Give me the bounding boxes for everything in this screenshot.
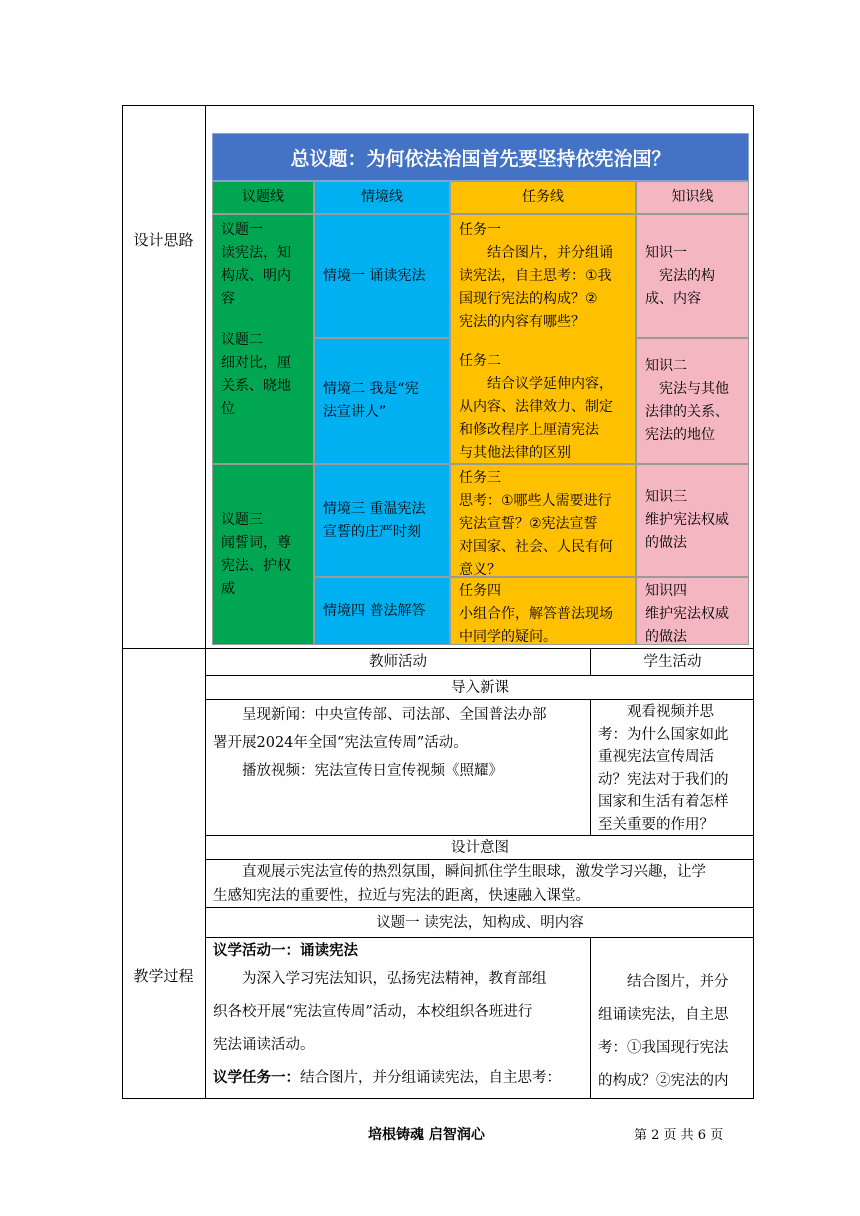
activity1-title: 议学活动一：诵读宪法 <box>213 943 358 959</box>
design-intent-title: 设计意图 <box>451 840 509 856</box>
topic-3: 议题三 闻誓词，尊 宪法、护权 威 <box>221 511 291 597</box>
topic1-title: 议题一 读宪法，知构成、明内容 <box>376 915 584 931</box>
footer-motto: 培根铸魂 启智润心 <box>368 1127 485 1143</box>
situation-2: 情境二 我是“宪 法宣讲人” <box>314 338 450 464</box>
process-row-label: 教学过程 <box>133 967 194 985</box>
knowledge-4: 知识四 维护宪法权威 的做法 <box>636 577 749 645</box>
intro-teacher-text: 呈现新闻：中央宣传部、司法部、全国普法办部 署开展2024年全国“宪法宣传周”活动。 播放视频：宪法宣传日宣传视频《照耀》 <box>213 707 547 779</box>
design-intent-text: 直观展示宪法宣传的热烈氛围，瞬间抓住学生眼球，激发学习兴趣，让学 生感知宪法的重要性，拉近与宪法的距离，快速融入课堂。 <box>213 864 706 904</box>
task-4: 任务四 小组合作，解答普法现场 中同学的疑问。 <box>450 577 636 645</box>
knowledge-3: 知识三 维护宪法权威 的做法 <box>636 464 749 577</box>
header-situation-line: 情境线 <box>314 181 450 214</box>
knowledge-1: 知识一 宪法的构 成、内容 <box>636 214 749 338</box>
task-3: 任务三 思考：①哪些人需要进行 宪法宣誓？②宪法宣誓 对国家、社会、人民有何 意义？ <box>450 464 636 577</box>
situation-4: 情境四 普法解答 <box>314 577 450 645</box>
student-activity-header: 学生活动 <box>643 654 702 670</box>
intro-student-text: 观看视频并思 考：为什么国家如此 重视宪法宣传周活 动？宪法对于我们的 国家和生活有着怎样 至关重要的作用？ <box>598 704 729 833</box>
design-table <box>212 133 749 645</box>
grid-line <box>205 937 754 938</box>
design-row-label: 设计思路 <box>133 231 194 249</box>
grid-line <box>590 699 591 835</box>
intro-title: 导入新课 <box>451 680 509 696</box>
header-knowledge-line: 知识线 <box>636 181 749 214</box>
situation-1: 情境一 诵读宪法 <box>314 214 450 338</box>
section-divider <box>122 648 754 649</box>
label-column-divider <box>205 105 206 1099</box>
task-cell-1-2 <box>450 214 636 464</box>
student-task1-text: 结合图片，并分 组诵读宪法，自主思 考：①我国现行宪法 的构成？②宪法的内 <box>598 974 729 1089</box>
header-topic-line: 议题线 <box>212 181 314 214</box>
topic-1: 议题一 读宪法，知 构成、明内 容 <box>221 222 291 307</box>
page-number: 第 2 页 共 6 页 <box>634 1128 724 1143</box>
knowledge-2: 知识二 宪法与其他 法律的关系、 宪法的地位 <box>636 338 749 464</box>
task-2: 任务二 结合议学延伸内容， 从内容、法律效力、制定 和修改程序上厘清宪法 与其他法律的区别 <box>459 353 613 461</box>
topic-cell-1-2 <box>212 214 314 464</box>
topic-2: 议题二 细对比，厘 关系、晓地 位 <box>221 332 291 417</box>
topic-cell-3 <box>212 464 314 645</box>
header-task-line: 任务线 <box>450 181 636 214</box>
activity1-block: 议学活动一：诵读宪法 为深入学习宪法知识，弘扬宪法精神，教育部组 织各校开展“宪法宣传周”活动，本校组织各班进行 宪法诵读活动。 议学任务一：结合图片，并分组诵读宪法，自主思考： <box>213 939 585 1095</box>
task-1: 任务一 结合图片，并分组诵 读宪法，自主思考：①我 国现行宪法的构成？② 宪法的内容有哪些？ <box>459 222 613 330</box>
task1-label: 议学任务一： <box>213 1070 300 1086</box>
design-table-title: 总议题：为何依法治国首先要坚持依宪治国？ <box>212 133 749 181</box>
grid-line <box>590 937 591 1099</box>
situation-3: 情境三 重温宪法 宣誓的庄严时刻 <box>314 464 450 577</box>
teacher-activity-header: 教师活动 <box>369 654 427 670</box>
